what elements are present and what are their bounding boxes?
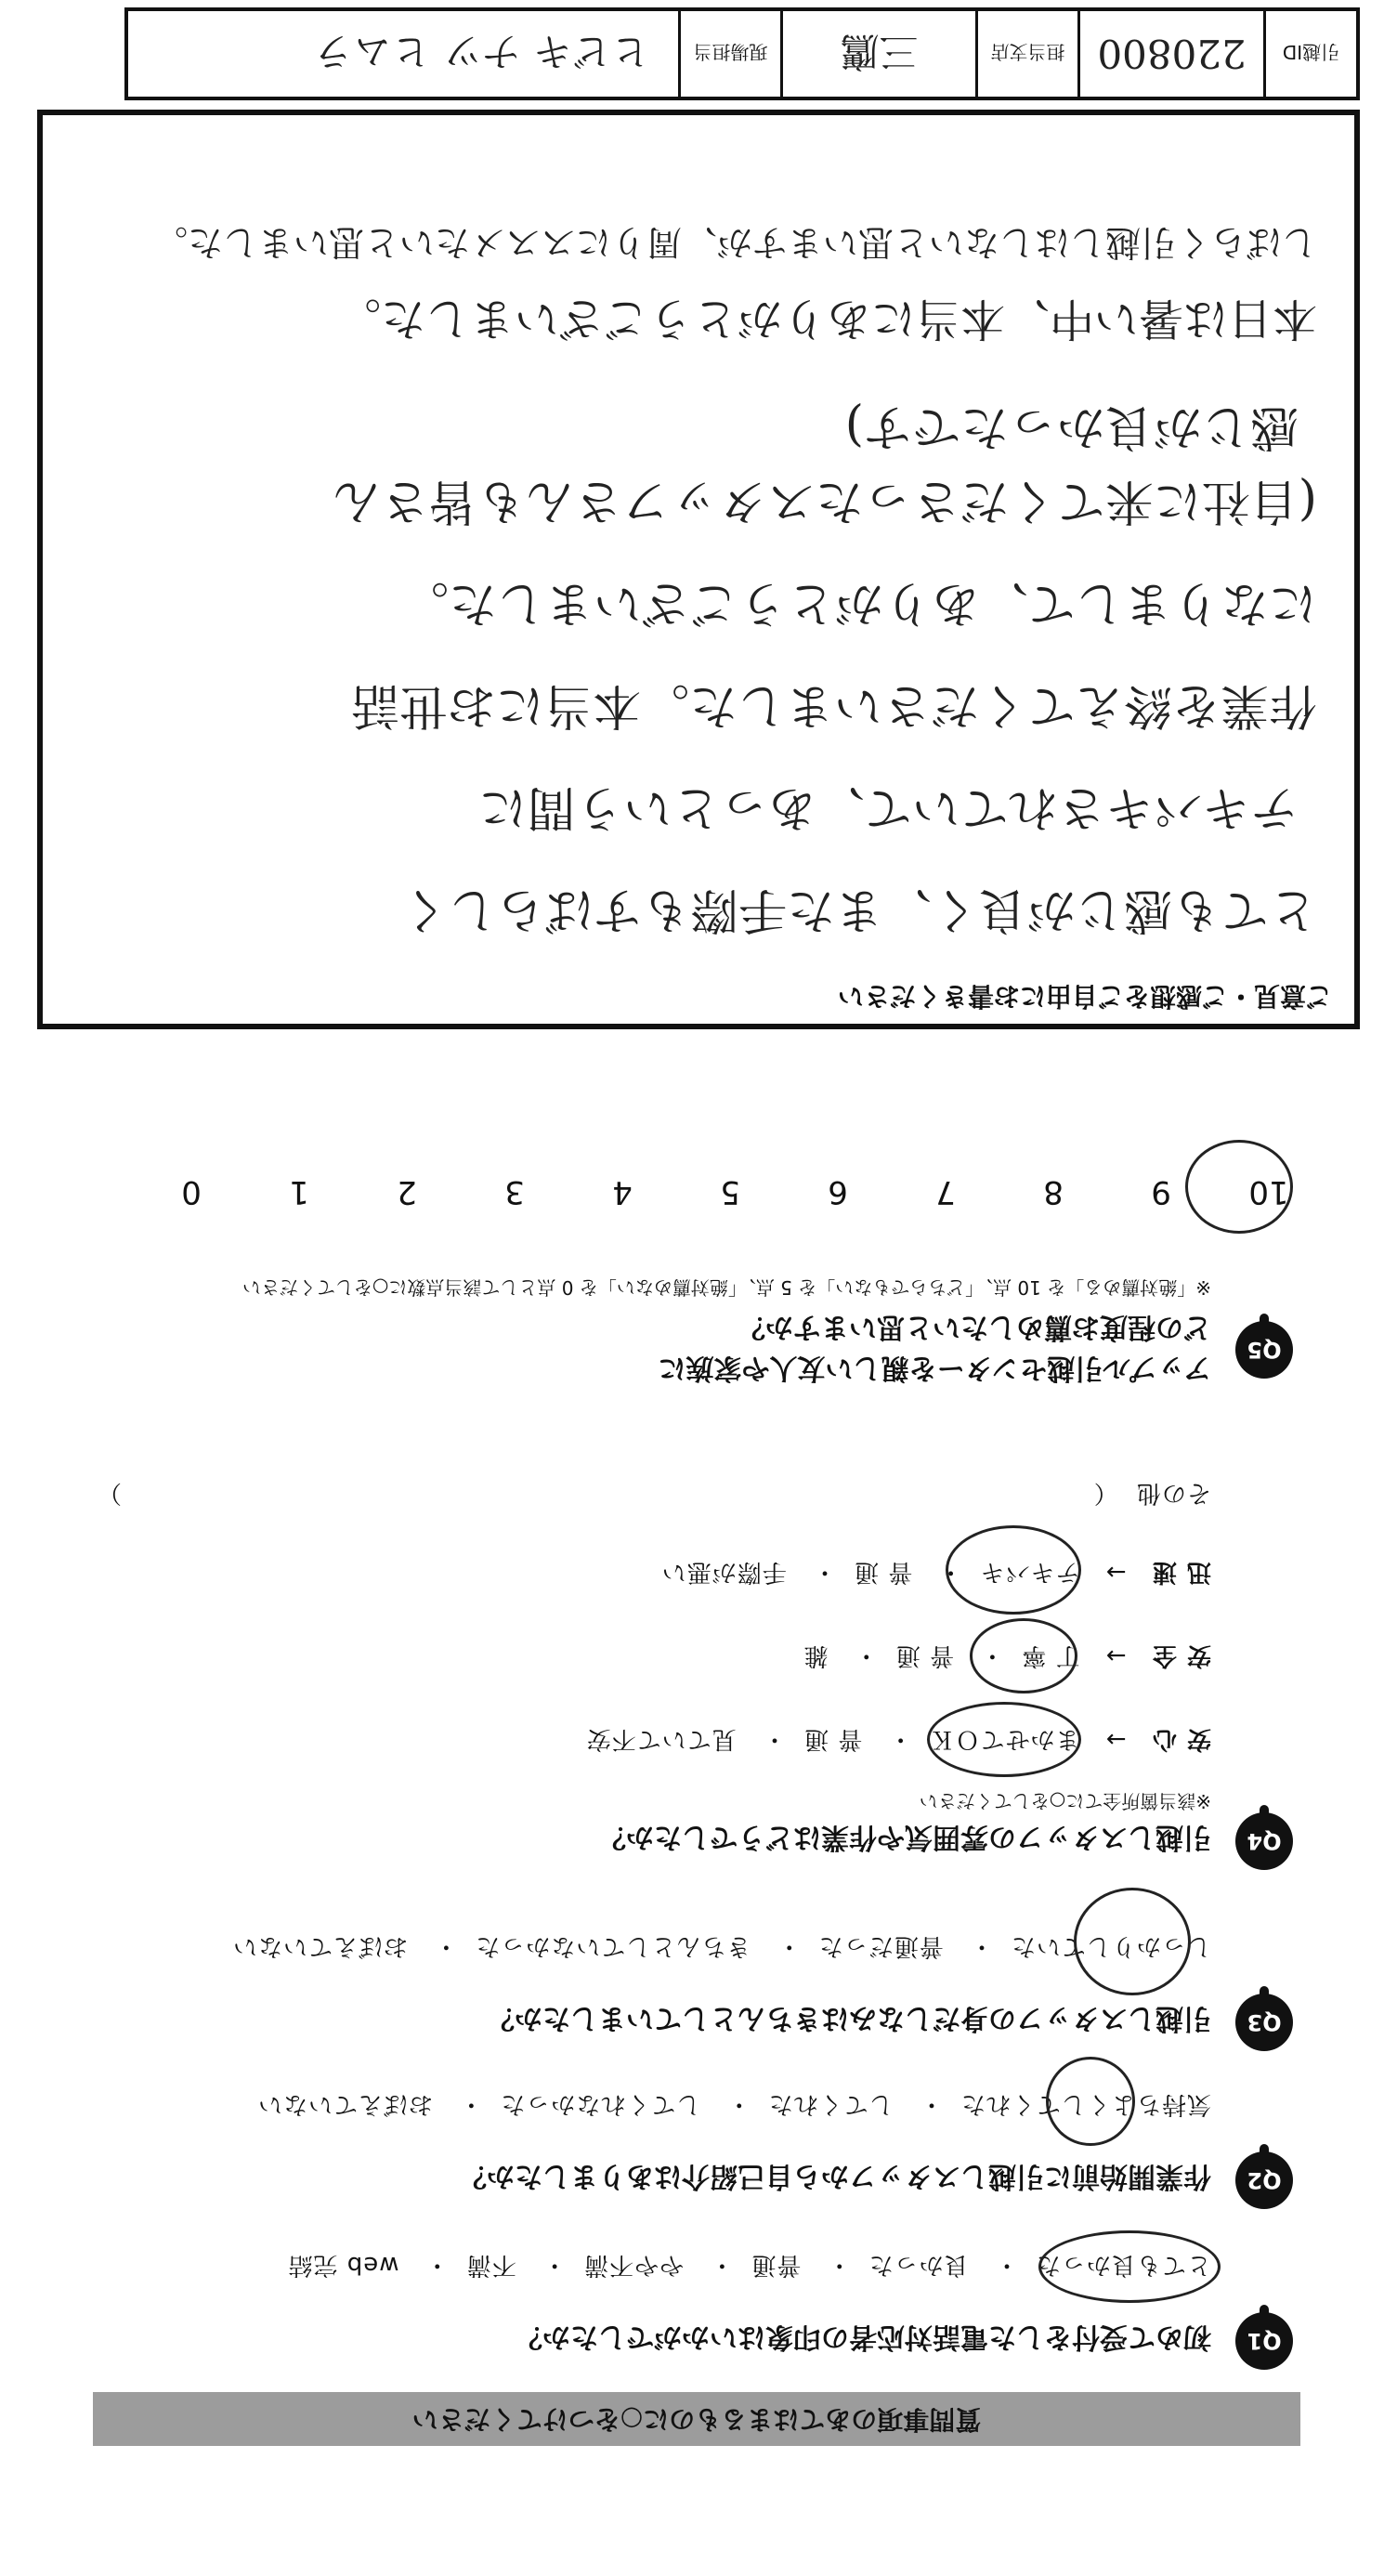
q1-option[interactable]: web 完結 (287, 2251, 399, 2279)
q4-option[interactable]: まかせてＯＫ (929, 1725, 1080, 1753)
q4-note: ※該当箇所全てに○をしてください (919, 1790, 1211, 1812)
info-table (124, 7, 1360, 100)
q1-option[interactable]: 普通 (751, 2251, 802, 2279)
q2-answer-circle (1046, 2057, 1135, 2146)
arrow-icon: → (1104, 1725, 1127, 1753)
q5-score[interactable]: 6 (828, 1173, 848, 1210)
comment-line: になりまして、ありがとうございました。 (400, 575, 1317, 631)
q4-jinsoku-circle (946, 1525, 1081, 1615)
q2-badge: Q2 (1235, 2151, 1293, 2209)
q2-option[interactable]: おぼえていない (257, 2090, 434, 2118)
comment-line: 本日は暑い中、本当にありがとうございました。 (335, 293, 1317, 345)
q1-option[interactable]: 不満 (465, 2251, 516, 2279)
q4-option[interactable]: 雑 (803, 1641, 829, 1669)
q4-anshin-circle (927, 1702, 1081, 1777)
leader-value-cell (128, 11, 678, 97)
q5-score[interactable]: 8 (1043, 1173, 1064, 1210)
instruction-bar (93, 2392, 1300, 2446)
q3-question: 引越しスタッフの身だしなみはきちんとしていましたか？ (487, 2002, 1211, 2034)
id-label-cell (1263, 11, 1356, 97)
q4-option[interactable]: 見ていて不安 (585, 1725, 737, 1753)
q4-option[interactable]: 普 通 (803, 1725, 863, 1753)
q4-row-label: 迅 速 (1151, 1558, 1211, 1586)
q2-option[interactable]: してくれた (767, 2090, 894, 2118)
q4-row-label: 安 心 (1151, 1725, 1211, 1753)
id-value: 220800 (1097, 31, 1247, 77)
q5-score[interactable]: 2 (397, 1173, 417, 1210)
q1-option[interactable]: やや不満 (583, 2251, 685, 2279)
q3-option[interactable]: きちんとしていなかった (475, 1932, 751, 1960)
comment-title: ご意見・ご感想をご自由にお書きください (837, 981, 1332, 1012)
q5-score[interactable]: 4 (612, 1173, 633, 1210)
q5-note: ※「絶対薦める」を 10 点、「どちらでもない」を 5 点、「絶対薦めない」を 0 点として該当点数に○をしてください (242, 1276, 1211, 1299)
q4-row-jinsoku: 迅 速 → テキパキ・ 普 通・ 手際が悪い (660, 1558, 1211, 1586)
comment-line: 感じが良かったです) (844, 399, 1299, 454)
comment-line: 作業を終えてくださいました。本当にお世話 (350, 677, 1317, 733)
q1-options: とても良かった・ 良かった・ 普通・ やや不満・ 不満・ web 完結 (287, 2251, 1211, 2279)
q2-question: 作業開始前に引越しスタッフから自己紹介はありましたか？ (459, 2160, 1211, 2192)
q4-option[interactable]: 手際が悪い (660, 1558, 787, 1586)
q1-badge: Q1 (1235, 2312, 1293, 2370)
q3-options: しっかりしていた・ 普通だった・ きちんとしていなかった・ おぼえていない (232, 1932, 1211, 1960)
branch-label: 担当支店 (990, 41, 1065, 64)
q4-other-open: （ (1092, 1479, 1118, 1507)
q5-score[interactable]: 7 (935, 1173, 956, 1210)
q3-option[interactable]: しっかりしていた (1010, 1932, 1211, 1960)
instruction-text: 質問事項のあてはまるものに○をつけてください (411, 2404, 982, 2435)
comment-box (37, 110, 1360, 1029)
q4-anzen-circle (970, 1618, 1080, 1693)
leader-label-cell (678, 11, 780, 97)
q4-option[interactable]: 普 通 (894, 1641, 955, 1669)
q1-option[interactable]: 良かった (868, 2251, 969, 2279)
comment-line: しばらく引越しはしないと思いますが、周りにススメたいと思いました。 (151, 222, 1317, 263)
q4-badge: Q4 (1235, 1812, 1293, 1870)
q4-option[interactable]: 丁 寧 (1021, 1641, 1080, 1669)
q4-row-label: 安 全 (1151, 1641, 1211, 1669)
arrow-icon: → (1104, 1558, 1127, 1586)
q5-question-line2: どの程度お薦めしたいと思いますか？ (738, 1311, 1211, 1343)
q3-badge: Q3 (1235, 1994, 1293, 2051)
branch-label-cell (975, 11, 1077, 97)
q1-option[interactable]: とても良かった (1035, 2251, 1211, 2279)
leader-value: ヒビキ ナツ ヒムラ (313, 29, 650, 74)
branch-value-cell (780, 11, 975, 97)
q5-badge: Q5 (1235, 1321, 1293, 1379)
q3-answer-circle (1074, 1888, 1191, 1995)
q5-score[interactable]: 0 (181, 1173, 202, 1210)
q3-option[interactable]: おぼえていない (232, 1932, 409, 1960)
q2-option[interactable]: 気持ちよくしてくれた (960, 2090, 1211, 2118)
q2-options: 気持ちよくしてくれた・ してくれた・ してくれなかった・ おぼえていない (257, 2090, 1211, 2118)
q5-score[interactable]: 5 (720, 1173, 740, 1210)
q1-question: 初めて受付をした電話対応者の印象はいかがでしたか？ (515, 2321, 1211, 2353)
q4-row-anshin: 安 心 → まかせてＯＫ・ 普 通・ 見ていて不安 (585, 1725, 1211, 1753)
q4-other-row (97, 1478, 1211, 1512)
q5-score[interactable]: 10 (1248, 1173, 1289, 1210)
q5-score[interactable]: 1 (289, 1173, 309, 1210)
branch-value: 三鷹 (840, 29, 919, 74)
arrow-icon: → (1104, 1641, 1127, 1669)
id-label: 引越ID (1282, 41, 1340, 64)
leader-label: 現場担当 (693, 41, 768, 64)
q5-score[interactable]: 3 (504, 1173, 525, 1210)
id-value-cell (1077, 11, 1263, 97)
q4-row-anzen: 安 全 → 丁 寧・ 普 通・ 雑 (803, 1641, 1211, 1669)
q2-option[interactable]: してくれなかった (500, 2090, 701, 2118)
q4-other-close: ） (97, 1479, 123, 1507)
q5-score[interactable]: 9 (1151, 1173, 1171, 1210)
q4-question: 引越しスタッフの雰囲気や作業はどうでしたか？ (598, 1821, 1211, 1853)
q3-option[interactable]: 普通だった (817, 1932, 944, 1960)
q5-scale (115, 1173, 1323, 1210)
comment-line: とても感じが良く、また手際もすばらしく (400, 882, 1317, 937)
q4-option[interactable]: テキパキ (979, 1558, 1080, 1586)
q5-question-line1: アップル引越センターを親しい友人や家族に (658, 1352, 1211, 1384)
q4-other-label: その他 (1135, 1479, 1211, 1507)
comment-line: (自社に来てくださったスタッフさんも皆さん (332, 473, 1317, 529)
comment-line: テキパキされていて、あっという間に (478, 779, 1299, 835)
q1-answer-circle (1035, 2230, 1221, 2303)
q5-answer-circle (1185, 1140, 1293, 1234)
q4-option[interactable]: 普 通 (854, 1558, 913, 1586)
